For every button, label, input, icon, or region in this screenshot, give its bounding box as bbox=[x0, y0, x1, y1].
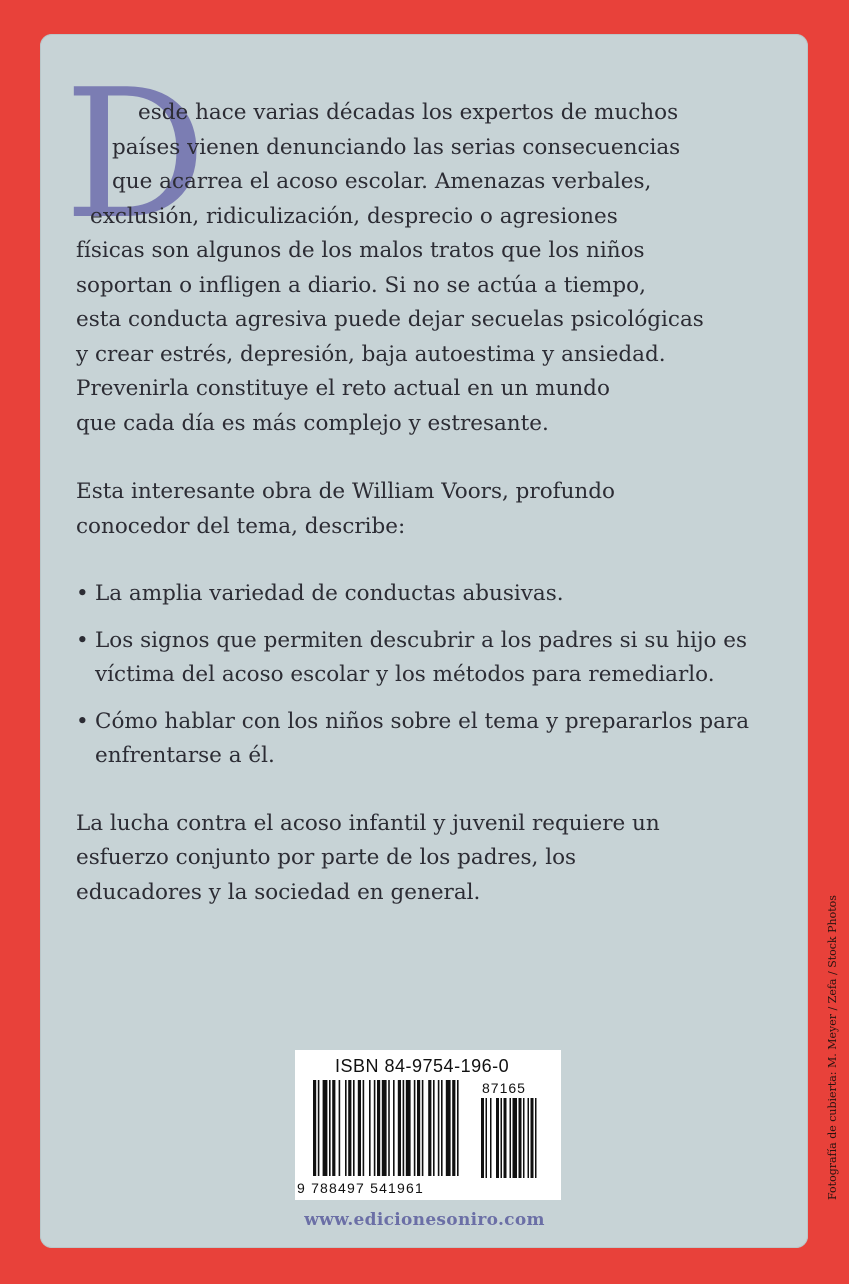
bullet-icon: • bbox=[76, 581, 89, 606]
intro-line-3: que acarrea el acoso escolar. Amenazas verbales, bbox=[112, 169, 652, 194]
intro-paragraph bbox=[76, 96, 796, 441]
barcode-addon-number: 87165 bbox=[482, 1080, 526, 1096]
drop-cap: D bbox=[64, 51, 207, 258]
bullet-item: • Cómo hablar con los niños sobre el tema y prepararlos para enfrentarse a él. bbox=[76, 705, 776, 774]
intro-line-2: países vienen denunciando las serias consecuencias bbox=[112, 134, 681, 160]
bullet-item: • Los signos que permiten descubrir a los padres si su hijo es víctima del acoso escolar y los métodos para remediarlo. bbox=[76, 624, 776, 693]
barcode-bars bbox=[295, 1050, 561, 1200]
bullet-icon: • bbox=[76, 708, 89, 734]
bullet-list bbox=[76, 577, 776, 774]
bullet-icon: • bbox=[76, 627, 89, 653]
intro-line-4: exclusión, ridiculización, desprecio o agresiones bbox=[90, 203, 618, 229]
closing-paragraph: La lucha contra el acoso infantil y juvenil requiere un esfuerzo conjunto por parte de los padres, los educadores y la sociedad en general. bbox=[76, 810, 660, 905]
intro-line-7: esta conducta agresiva puede dejar secuelas psicológicas bbox=[76, 307, 704, 332]
barcode bbox=[295, 1050, 561, 1200]
intro-line-5: físicas son algunos de los malos tratos que los niños bbox=[76, 238, 645, 263]
intro-line-6: soportan o infligen a diario. Si no se actúa a tiempo, bbox=[76, 272, 646, 298]
intro-line-8: y crear estrés, depresión, baja autoestima y ansiedad. bbox=[76, 341, 666, 367]
photo-credit: Fotografía de cubierta: M. Meyer / Zefa / Stock Photos bbox=[826, 895, 839, 1200]
website-url: www.edicionesoniro.com bbox=[304, 1210, 545, 1230]
intro-line-10: que cada día es más complejo y estresante. bbox=[76, 410, 549, 436]
isbn-label: ISBN 84-9754-196-0 bbox=[335, 1056, 510, 1076]
description-intro: Esta interesante obra de William Voors, profundo conocedor del tema, describe: bbox=[76, 479, 615, 539]
bullet-item: • La amplia variedad de conductas abusivas. bbox=[76, 577, 776, 612]
ean-number: 9 788497 541961 bbox=[297, 1180, 424, 1196]
intro-line-9: Prevenirla constituye el reto actual en un mundo bbox=[76, 376, 610, 401]
intro-line-1: esde hace varias décadas los expertos de muchos bbox=[138, 100, 679, 125]
blurb-text bbox=[76, 96, 796, 910]
